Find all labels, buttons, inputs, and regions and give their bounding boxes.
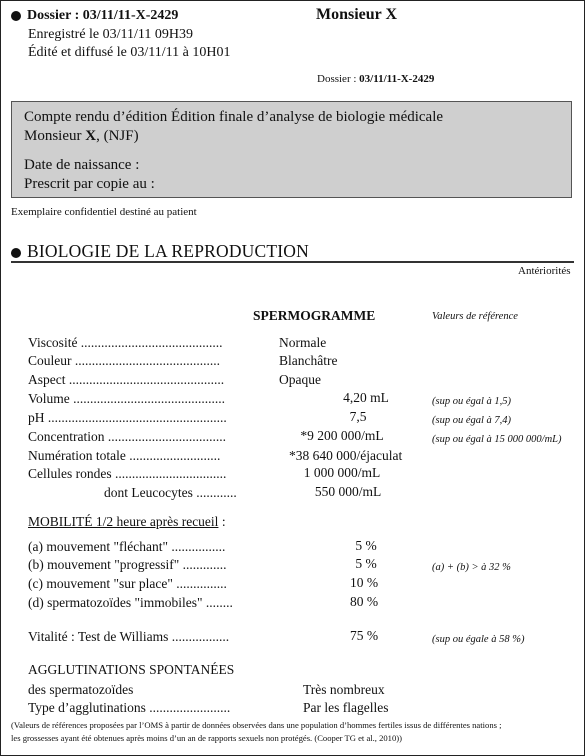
spermogramme-title: SPERMOGRAMME [253,308,376,323]
mobility-title-text: MOBILITÉ 1/2 heure après recueil [28,514,219,529]
result-label: Cellules rondes ................................. [28,466,227,481]
result-value: Par les flagelles [303,700,389,715]
birth-date-label: Date de naissance : [24,157,140,173]
result-label: Volume ............................................. [28,391,226,406]
result-label: Aspect .............................................. [28,372,225,387]
result-label: Couleur ........................................... [28,353,220,368]
edited-date: Édité et diffusé le 03/11/11 à 10H01 [28,45,231,60]
agglutination-title: AGGLUTINATIONS SPONTANÉES [28,662,235,677]
result-value: 7,5 [349,409,367,424]
reference-value: (a) + (b) > à 32 % [432,562,511,573]
dossier-label: Dossier : 03/11/11-X-2429 [27,8,179,23]
result-value: *9 200 000/mL [300,428,384,443]
report-patient-name: X [85,128,97,144]
result-value: 4,20 mL [343,390,389,405]
result-label: Viscosité .......................................... [28,335,223,350]
result-label: Concentration ................................... [28,429,226,444]
footnote-line-1: (Valeurs de références proposées par l’OMS à partir de données observées dans une population d’hommes fertiles issus de différentes nations ; [11,720,502,730]
reference-value: (sup ou égale à 58 %) [432,634,525,645]
result-value: 550 000/mL [314,484,382,499]
result-value: Très nombreux [303,682,385,697]
result-label: (d) spermatozoïdes "immobiles" ........ [28,595,233,610]
result-value: 1 000 000/mL [303,465,381,480]
dossier-right [317,73,434,85]
footnote-line-2: les grossesses ayant été obtenues après moins d’un an de rapports sexuels non protégés. (Cooper TG et al., 2010)) [11,733,402,743]
result-value: 5 % [355,538,377,553]
confidential-note: Exemplaire confidentiel destiné au patient [11,206,197,218]
result-value: Blanchâtre [279,353,338,368]
reference-value: (sup ou égal à 7,4) [432,415,512,426]
section-title [11,241,309,262]
bullet-icon [11,248,21,258]
result-value: 5 % [355,556,377,571]
vitality-label: Vitalité : Test de Williams ................. [28,629,230,644]
anteriorites-label: Antériorités [518,265,571,277]
mobility-title [28,513,226,530]
result-label: (b) mouvement "progressif" ............. [28,557,227,572]
mobility-title-suffix: : [218,514,226,529]
result-label: dont Leucocytes ............ [104,485,237,500]
result-value: 10 % [349,575,379,590]
result-value: Normale [279,335,327,350]
reference-value: (sup ou égal à 1,5) [432,396,512,407]
bullet-icon [11,11,21,21]
copy-recipient-label: Prescrit par copie au : [24,176,155,192]
registered-date: Enregistré le 03/11/11 09H39 [28,27,193,42]
reference-values-header: Valeurs de référence [432,311,518,322]
result-label: des spermatozoïdes [28,682,134,697]
report-info-box [11,101,572,198]
vitality-value: 75 % [349,628,379,643]
report-patient-prefix: Monsieur [24,128,86,144]
section-title-text: BIOLOGIE DE LA REPRODUCTION [27,241,309,261]
result-value: *38 640 000/éjaculat [289,448,403,463]
result-label: (a) mouvement "fléchant" ................ [28,539,226,554]
report-patient [24,127,559,146]
report-patient-suffix: , (NJF) [96,128,139,144]
patient-name-header: Monsieur X [316,6,398,23]
result-label: pH ..................................................... [28,410,227,425]
result-label: Type d’agglutinations ........................ [28,700,231,715]
reference-value: (sup ou égal à 15 000 000/mL) [432,434,562,445]
report-title: Compte rendu d’édition Édition finale d’analyse de biologie médicale [24,109,444,125]
dossier-header [11,7,178,25]
result-label: Numération totale ........................... [28,448,221,463]
result-label: (c) mouvement "sur place" ............... [28,576,227,591]
result-value: Opaque [279,372,321,387]
result-value: 80 % [349,594,379,609]
dossier-right-prefix: Dossier : [317,73,360,85]
section-divider [11,261,574,263]
dossier-right-value: 03/11/11-X-2429 [359,73,435,85]
